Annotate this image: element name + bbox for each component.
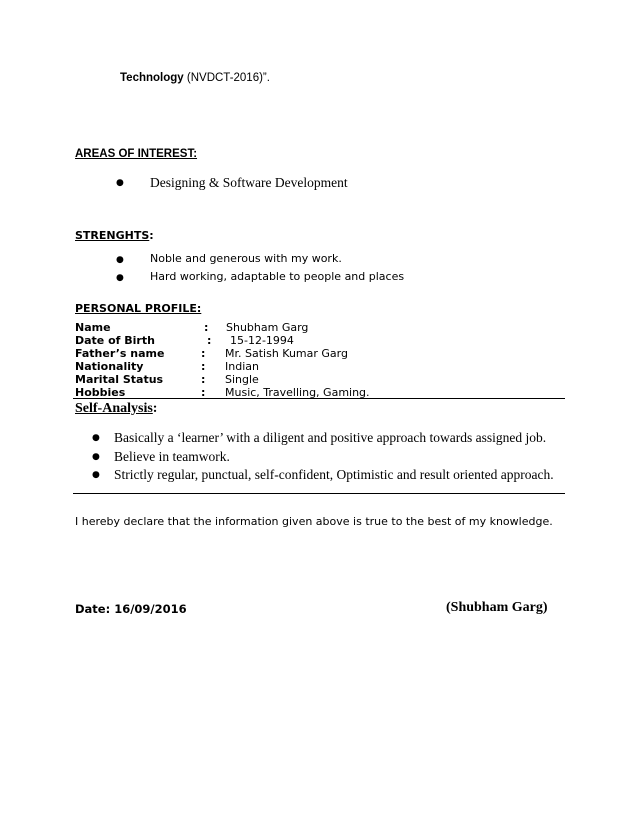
strengths-heading — [75, 229, 154, 242]
profile-row-name — [75, 321, 535, 334]
degree-name: Technology — [120, 72, 184, 84]
profile-label: Date of Birth — [75, 334, 155, 347]
self-analysis-heading-colon: : — [152, 401, 158, 416]
profile-label: Name — [75, 321, 111, 334]
strengths-heading-text: STRENGHTS — [75, 229, 150, 242]
self-analysis-item: Believe in teamwork. — [114, 449, 230, 464]
profile-separator: : — [207, 334, 212, 347]
self-analysis-heading — [75, 401, 157, 417]
self-analysis-divider — [73, 493, 565, 494]
profile-separator: : — [201, 360, 206, 373]
self-analysis-item: Basically a ‘learner’ with a diligent and positive approach towards assigned job. — [114, 430, 547, 445]
profile-row-dob — [75, 334, 535, 347]
signature-name: (Shubham Garg) — [446, 600, 548, 615]
profile-label: Hobbies — [75, 386, 126, 399]
strengths-heading-colon: : — [149, 229, 154, 242]
profile-row-marital-status — [75, 373, 535, 386]
profile-label: Marital Status — [75, 373, 164, 386]
bullet-icon: ● — [116, 178, 124, 188]
profile-row-nationality — [75, 360, 535, 373]
profile-value: Shubham Garg — [226, 321, 309, 334]
education-tail-line — [120, 72, 270, 84]
bullet-icon: ● — [116, 255, 124, 265]
bullet-icon: ● — [92, 433, 100, 443]
profile-separator: : — [201, 347, 206, 360]
bullet-icon: ● — [116, 273, 124, 283]
profile-separator: : — [201, 373, 206, 386]
profile-label: Father’s name — [75, 347, 165, 360]
interest-item: Designing & Software Development — [150, 175, 348, 190]
personal-profile-heading: PERSONAL PROFILE: — [75, 302, 202, 315]
profile-separator: : — [204, 321, 209, 334]
bullet-icon: ● — [92, 470, 100, 480]
bullet-icon: ● — [92, 452, 100, 462]
self-analysis-heading-text: Self-Analysis — [75, 401, 153, 416]
date-line: Date: 16/09/2016 — [75, 602, 187, 616]
profile-divider — [73, 398, 565, 399]
profile-value: 15-12-1994 — [230, 334, 294, 347]
profile-separator: : — [201, 386, 206, 399]
profile-value: Mr. Satish Kumar Garg — [225, 347, 348, 360]
strength-item: Hard working, adaptable to people and places — [150, 270, 405, 283]
declaration-text: I hereby declare that the information given above is true to the best of my knowledge. — [75, 515, 553, 528]
profile-value: Single — [225, 373, 259, 386]
profile-value: Indian — [225, 360, 259, 373]
areas-of-interest-heading: AREAS OF INTEREST: — [75, 148, 198, 160]
self-analysis-item: Strictly regular, punctual, self-confident, Optimistic and result oriented approach. — [114, 467, 554, 482]
strength-item: Noble and generous with my work. — [150, 252, 342, 265]
profile-value: Music, Travelling, Gaming. — [225, 386, 370, 399]
profile-row-father — [75, 347, 535, 360]
degree-year: (NVDCT-2016)”. — [183, 72, 270, 84]
profile-label: Nationality — [75, 360, 144, 373]
